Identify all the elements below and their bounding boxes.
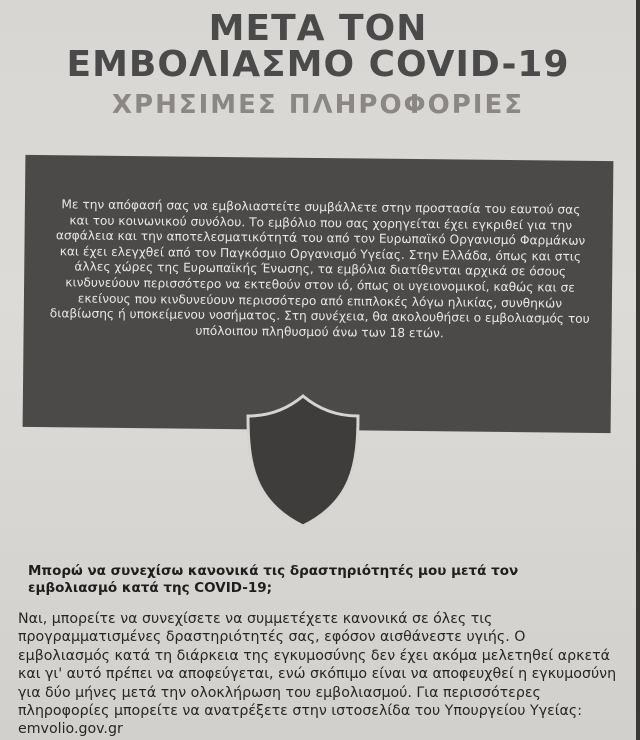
info-panel [23,155,614,433]
faq-answer: Ναι, μπορείτε να συνεχίσετε να συμμετέχετε κανονικά σε όλες τις προγραμματισμένες δραστηριότητές σας, εφόσον αισθάνεστε υγιής. Ο εμβολιασμός κατά τη διάρκεια της εγκυμοσύνης δεν έχει ακόμα μελετηθεί αρκετά και γι' αυτό πρέπει να αποφεύγεται, ενώ σκόπιμο είναι να αποφευχθεί η εγκυμοσύνη για δύο μήνες μετά την ολοκλήρωση του εμβολιασμού. Για περισσότερες πληροφορίες μπορείτε να ανατρέξετε στην ιστοσελίδα του Υπουργείου Υγείας: emvolio.gov.gr [18,611,617,738]
info-panel-text: Με την απόφασή σας να εμβολιαστείτε συμβάλλετε στην προστασία του εαυτού σας και του κοινωνικού συνόλου. Το εμβόλιο που σας χορηγείται έχει εγκριθεί για την ασφάλεια και την αποτελεσματικότητά του από τον Ευρωπαϊκό Οργανισμό Φαρμάκων και έχει ελεγχθεί από τον Παγκόσμιο Οργανισμό Υγείας. Στην Ελλάδα, όπως και στις άλλες χώρες της Ευρωπαϊκής Ένωσης, τα εμβόλια διατίθενται αρχικά σε όσους κινδυνεύουν περισσότερο να εκτεθούν στον ιό, όπως οι υγειονομικοί, καθώς και σε εκείνους που κινδυνεύουν περισσότερο από επιπλοκές λόγω ηλικίας, συνθηκών διαβίωσης ή υποκείμενου νοσήματος. Στη συνέχεια, θα ακολουθήσει ο εμβολιασμός του υπόλοιπου πληθυσμού άνω των 18 ετών. [49,197,590,341]
title-line-2: ΕΜΒΟΛΙΑΣΜΟ COVID-19 [66,44,570,85]
shield-icon [244,394,362,528]
title-line-1: ΜΕΤΑ ΤΟΝ [208,8,428,49]
faq-question: Μπορώ να συνεχίσω κανονικά τις δραστηριότητές μου μετά τον εμβολιασμό κατά της COVID-19; [28,563,519,596]
subtitle: ΧΡΗΣΙΜΕΣ ΠΛΗΡΟΦΟΡΙΕΣ [112,90,524,120]
